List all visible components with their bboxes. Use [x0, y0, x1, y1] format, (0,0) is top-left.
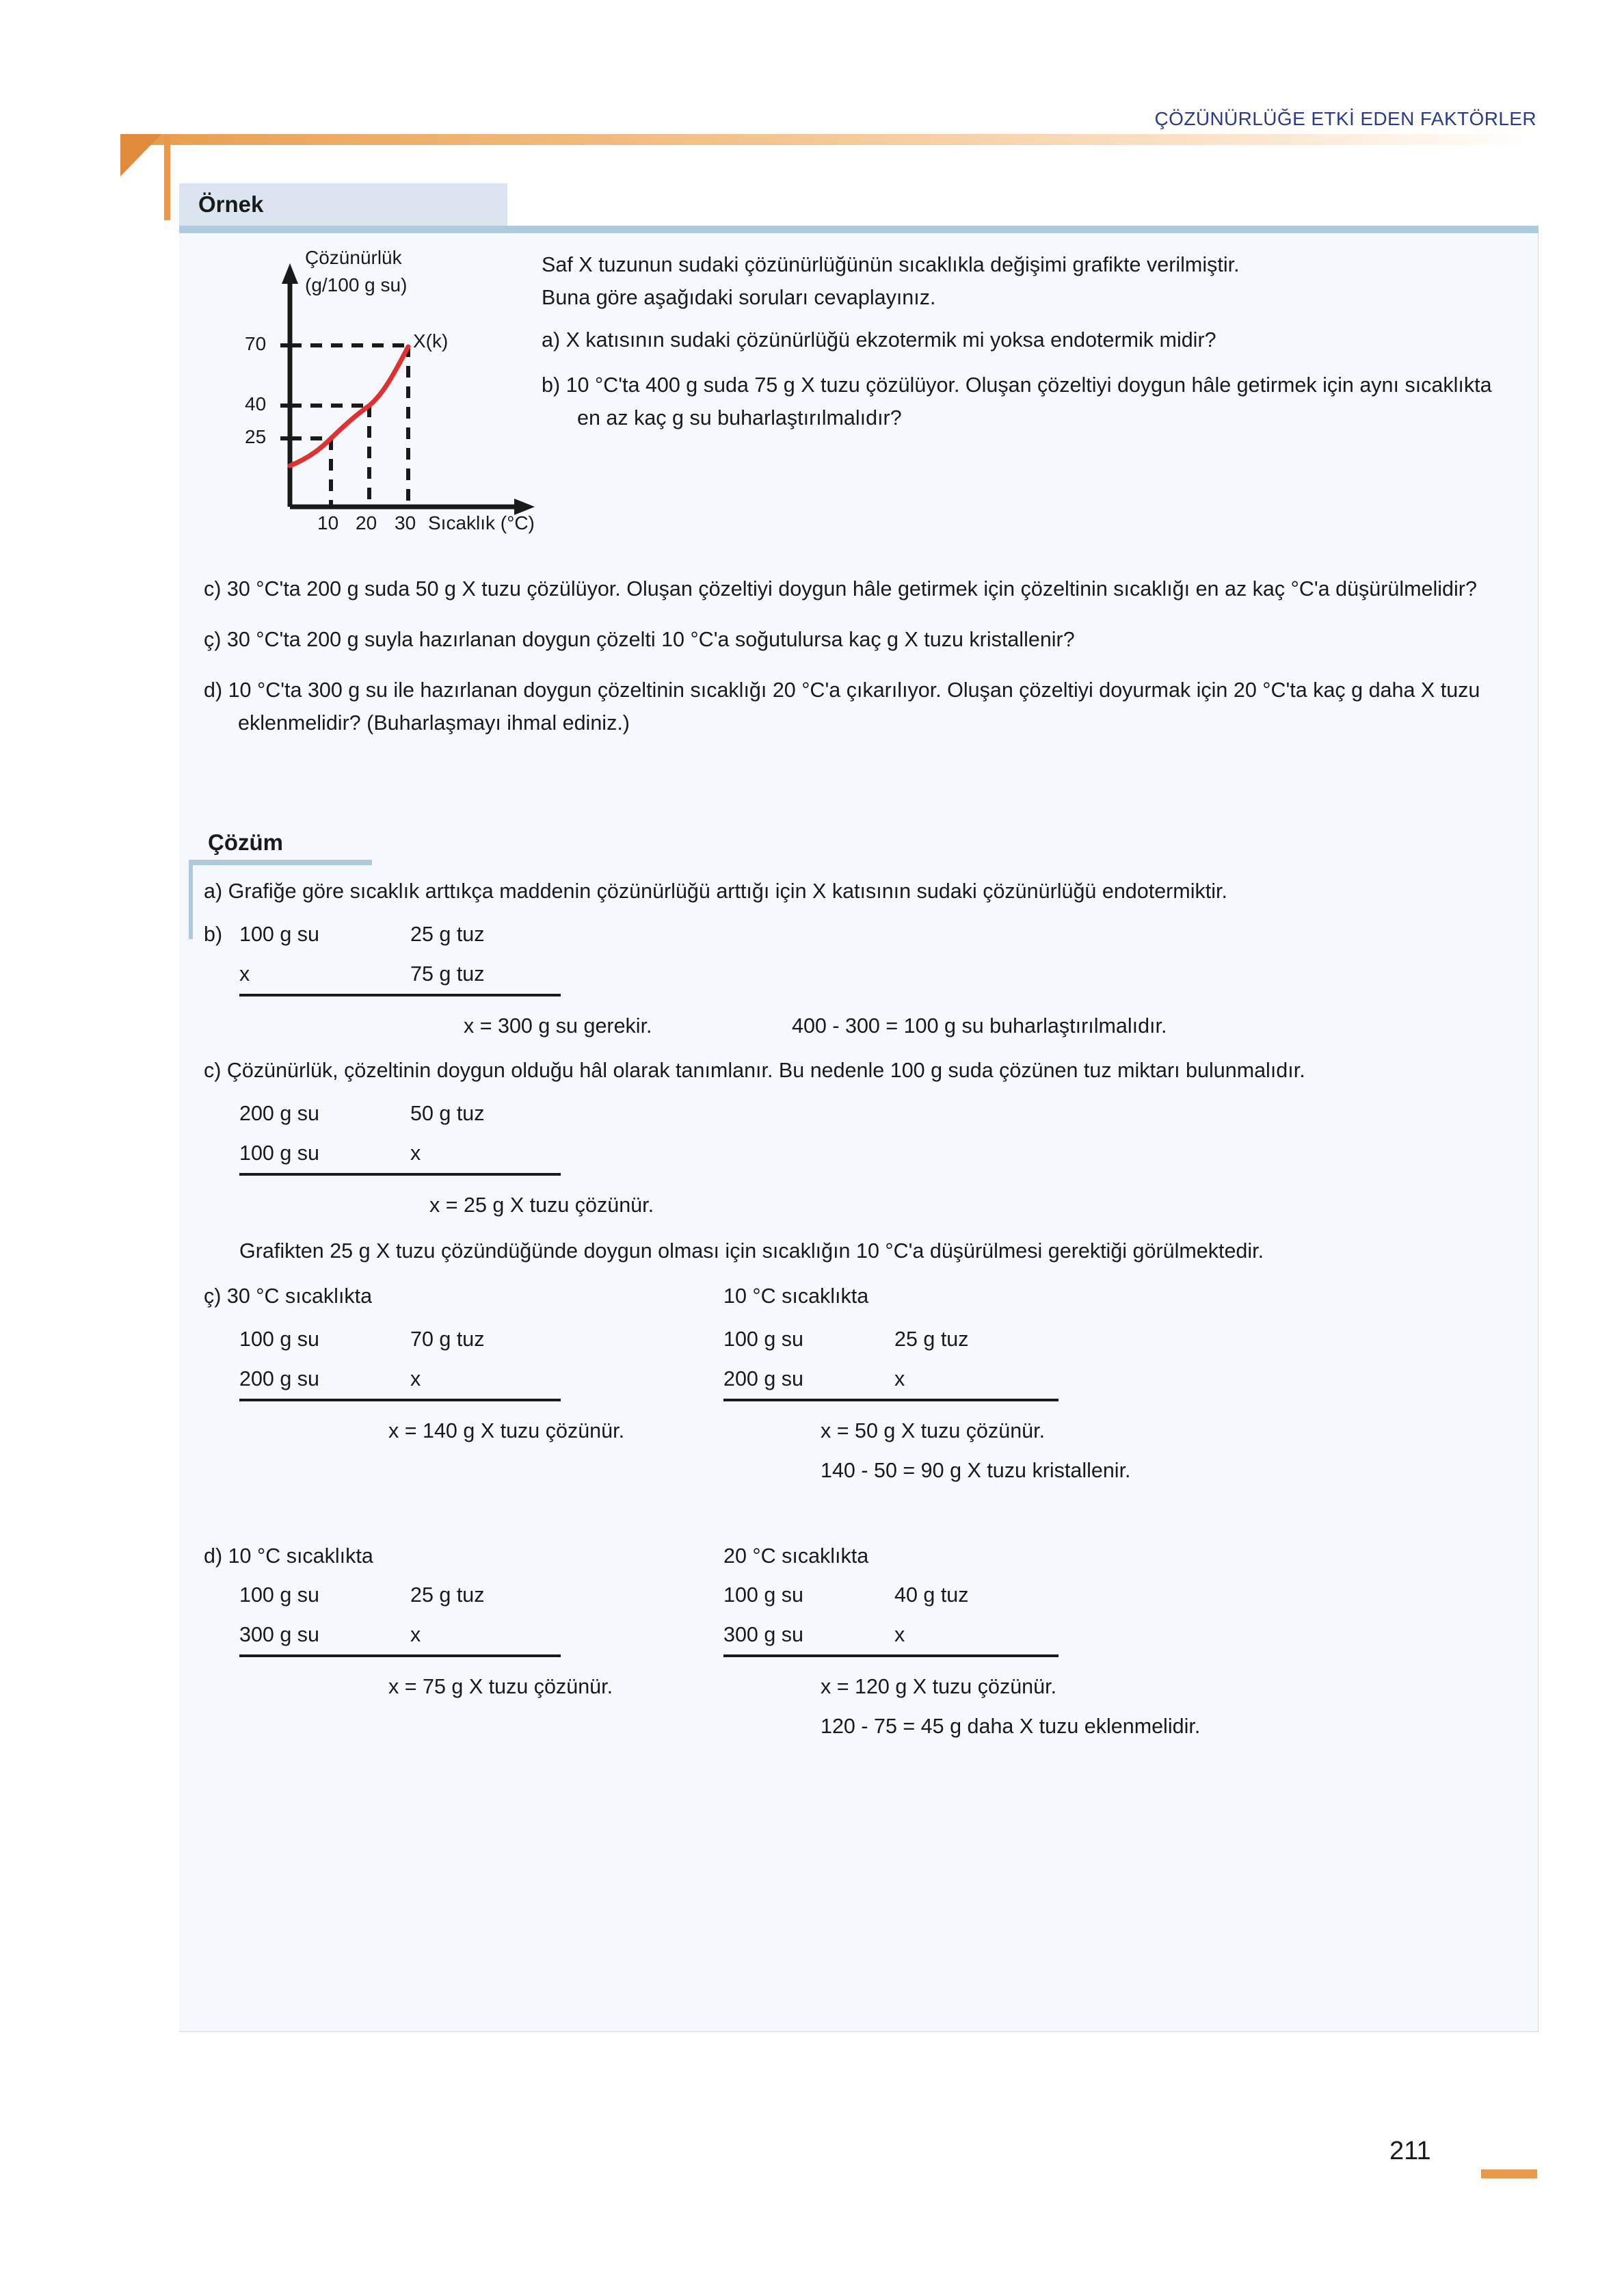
solution-d-heading-right: 20 °C sıcaklıkta: [723, 1544, 869, 1568]
solution-item-c-text: c) Çözünürlük, çözeltinin doygun olduğu hâl olarak tanımlanır. Bu nedenle 100 g suda çözünen tuz miktarı bulunmalıdır.: [204, 1059, 1305, 1082]
solution-b-row1-right: 25 g tuz: [410, 923, 485, 946]
solution-b-row-1: [204, 914, 1517, 954]
solution-c-row1-left: 200 g su: [239, 1102, 320, 1125]
graph-x-tick-20: 20: [356, 512, 377, 533]
solution-d-right-row-1: [723, 1575, 1257, 1615]
graph-y-axis-label-line1: Çözünürlük: [305, 247, 402, 268]
solution-cedilla-left-result: x = 140 g X tuzu çözünür.: [388, 1419, 625, 1442]
solution-d-left-fraction-bar: [239, 1654, 561, 1657]
graph-y-tick-70: 70: [245, 333, 267, 354]
solution-b-row-2: [204, 954, 1517, 994]
solution-b-result-row: [204, 1006, 1517, 1046]
question-lower-block: [204, 555, 1514, 739]
solution-cedilla-left-row1-left: 100 g su: [239, 1328, 320, 1351]
solution-cedilla-left-row-1: [239, 1319, 723, 1359]
solution-cedilla-heading-right: 10 °C sıcaklıkta: [723, 1284, 869, 1308]
solution-cedilla-left-row2-right: x: [410, 1367, 421, 1390]
question-item-d: d) 10 °C'ta 300 g su ile hazırlanan doygun çözeltinin sıcaklığı 20 °C'a çıkarılıyor. Oluşan çözeltiyi doyurmak için 20 °C'ta kaç g daha X tuzu eklenmelidir? (Buharlaşmayı ihmal ediniz.): [204, 678, 1480, 735]
solution-item-a: a) Grafiğe göre sıcaklık arttıkça maddenin çözünürlüğü arttığı için X katısının sudaki çözünürlüğü endotermiktir.: [204, 880, 1227, 903]
graph-y-tick-25: 25: [245, 426, 267, 447]
solution-d-left-row2-right: x: [410, 1623, 421, 1646]
solution-b-row2-left: x: [239, 962, 250, 986]
graph-y-axis-label-line2: (g/100 g su): [305, 274, 408, 295]
solution-b-proportion: [204, 914, 1517, 1046]
solution-cedilla-right-row1-right: 25 g tuz: [894, 1328, 969, 1351]
solution-d-left-block: [204, 1575, 723, 1746]
solution-d-left-result: x = 75 g X tuzu çözünür.: [388, 1675, 613, 1698]
solution-d-final: 120 - 75 = 45 g daha X tuzu eklenmelidir.: [821, 1715, 1201, 1738]
solution-d-right-row2-right: x: [894, 1623, 905, 1646]
question-intro-line-1: Saf X tuzunun sudaki çözünürlüğünün sıcaklıkla değişimi grafikte verilmiştir.: [542, 253, 1240, 276]
solubility-graph: [208, 247, 591, 533]
solution-cedilla-left-block: [204, 1319, 723, 1490]
solution-cedilla-right-fraction-bar: [723, 1399, 1059, 1401]
solution-cedilla-right-result: x = 50 g X tuzu çözünür.: [821, 1419, 1046, 1442]
page-number-orange-rule: [1481, 2169, 1537, 2178]
solution-b-fraction-bar: [239, 994, 561, 997]
header-orange-rule: [120, 134, 1537, 145]
solution-c-fraction-bar: [239, 1173, 561, 1176]
solution-d-left-row2-left: 300 g su: [239, 1623, 320, 1646]
question-item-c: c) 30 °C'ta 200 g suda 50 g X tuzu çözülüyor. Oluşan çözeltiyi doygun hâle getirmek için çözeltinin sıcaklığı en az kaç °C'a düşürülmelidir?: [204, 577, 1477, 601]
solution-c-row-2: [239, 1133, 1517, 1173]
graph-x-axis-label: Sıcaklık (°C): [428, 512, 535, 533]
running-header-title: ÇÖZÜNÜRLÜĞE ETKİ EDEN FAKTÖRLER: [1154, 108, 1536, 129]
solution-body: [204, 875, 1517, 1746]
solution-d-left-row-2: [239, 1615, 723, 1654]
solution-d-right-fraction-bar: [723, 1654, 1059, 1657]
solution-c-row-1: [239, 1094, 1517, 1133]
solution-d-right-row1-left: 100 g su: [723, 1583, 804, 1607]
solution-c-row2-right: x: [410, 1141, 421, 1165]
question-intro-block: [542, 248, 1519, 434]
graph-x-tick-30: 30: [395, 512, 416, 533]
page-number: 211: [1389, 2137, 1431, 2165]
graph-curve-label: X(k): [413, 330, 449, 352]
question-item-cedilla: ç) 30 °C'ta 200 g suyla hazırlanan doygun çözelti 10 °C'a soğutulursa kaç g X tuzu kristallenir?: [204, 628, 1075, 651]
solution-d-headings: [204, 1540, 1517, 1572]
solution-cedilla-left-fraction-bar: [239, 1399, 561, 1401]
solution-b-result-2: 400 - 300 = 100 g su buharlaştırılmalıdır.: [792, 1014, 1167, 1038]
solution-c-conclusion: Grafikten 25 g X tuzu çözündüğünde doygun olması için sıcaklığın 10 °C'a düşürülmesi gerektiği görülmektedir.: [239, 1239, 1264, 1263]
header-orange-corner-flag: [120, 134, 161, 176]
solution-cedilla-right-row2-left: 200 g su: [723, 1367, 804, 1390]
solution-heading-label: Çözüm: [208, 830, 289, 856]
solution-d-proportions: [204, 1575, 1517, 1746]
graph-y-tick-40: 40: [245, 393, 267, 414]
solution-c-row1-right: 50 g tuz: [410, 1102, 485, 1125]
solution-heading-spine: [189, 860, 193, 939]
solution-d-right-row-2: [723, 1615, 1257, 1654]
solution-d-left-row1-left: 100 g su: [239, 1583, 320, 1607]
graph-x-tick-10: 10: [317, 512, 339, 533]
solution-c-proportion: [204, 1094, 1517, 1225]
solution-cedilla-right-row2-right: x: [894, 1367, 905, 1390]
solution-d-left-row1-right: 25 g tuz: [410, 1583, 485, 1607]
solution-cedilla-right-row-1: [723, 1319, 1257, 1359]
solution-b-marker: b): [204, 923, 223, 946]
solution-d-right-block: [723, 1575, 1257, 1746]
solution-cedilla-right-block: [723, 1319, 1257, 1490]
solution-d-heading-left: d) 10 °C sıcaklıkta: [204, 1544, 373, 1568]
solution-d-right-row2-left: 300 g su: [723, 1623, 804, 1646]
solution-d-right-row1-right: 40 g tuz: [894, 1583, 969, 1607]
solution-cedilla-heading-left: ç) 30 °C sıcaklıkta: [204, 1284, 373, 1308]
solution-cedilla-left-row-2: [239, 1359, 723, 1399]
solution-heading-rule: [189, 860, 372, 865]
solution-c-row2-left: 100 g su: [239, 1141, 320, 1165]
solution-b-result: x = 300 g su gerekir.: [464, 1014, 652, 1038]
solution-cedilla-left-row1-right: 70 g tuz: [410, 1328, 485, 1351]
example-tab: [179, 183, 507, 226]
solution-cedilla-final: 140 - 50 = 90 g X tuzu kristallenir.: [821, 1459, 1131, 1482]
example-tab-underline: [179, 226, 1539, 233]
example-tab-label: Örnek: [198, 192, 264, 217]
solution-cedilla-headings: [204, 1280, 1517, 1312]
solution-d-left-row-1: [239, 1575, 723, 1615]
question-item-b: b) 10 °C'ta 400 g suda 75 g X tuzu çözülüyor. Oluşan çözeltiyi doygun hâle getirmek için aynı sıcaklıkta en az kaç g su buharlaştırılmalıdır?: [542, 373, 1492, 430]
solution-b-row1-left: 100 g su: [239, 923, 320, 946]
solution-c-result: x = 25 g X tuzu çözünür.: [429, 1193, 654, 1217]
solution-d-right-result: x = 120 g X tuzu çözünür.: [821, 1675, 1057, 1698]
example-panel: [179, 233, 1539, 2032]
question-item-a: a) X katısının sudaki çözünürlüğü ekzotermik mi yoksa endotermik midir?: [542, 328, 1216, 352]
solution-b-row2-right: 75 g tuz: [410, 962, 485, 986]
solution-cedilla-left-row2-left: 200 g su: [239, 1367, 320, 1390]
question-intro-line-2: Buna göre aşağıdaki soruları cevaplayınız.: [542, 286, 936, 309]
header-orange-spine: [164, 134, 170, 220]
solution-cedilla-proportions: [204, 1319, 1517, 1490]
solution-cedilla-right-row1-left: 100 g su: [723, 1328, 804, 1351]
solution-cedilla-right-row-2: [723, 1359, 1257, 1399]
